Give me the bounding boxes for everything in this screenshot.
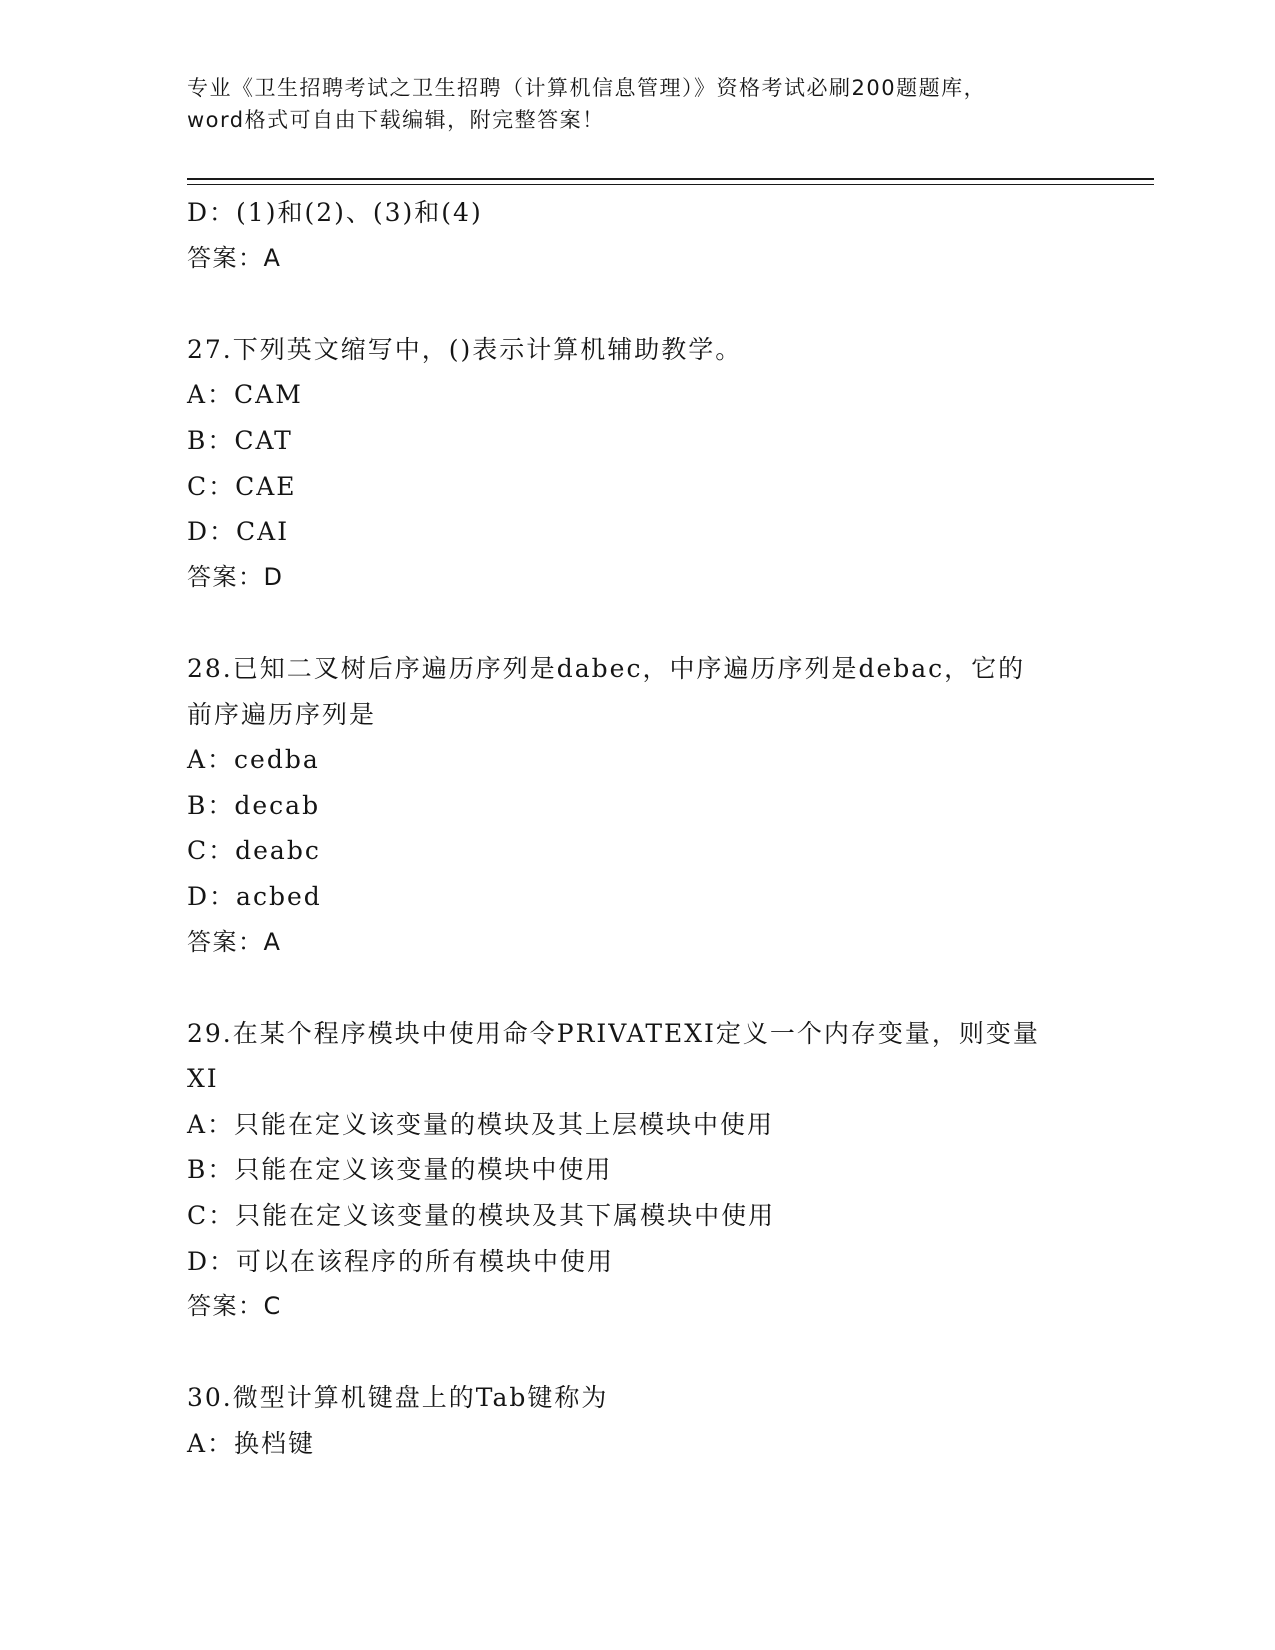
option-b: B：decab (187, 790, 321, 820)
option-d: D：可以在该程序的所有模块中使用 (187, 1246, 615, 1276)
option-a: A：只能在定义该变量的模块及其上层模块中使用 (187, 1109, 775, 1139)
header-title-line-1: 专业《卫生招聘考试之卫生招聘（计算机信息管理）》资格考试必刷200题题库， (187, 76, 987, 100)
question-27 (187, 327, 1087, 601)
question-text: 29.在某个程序模块中使用命令PRIVATEXI定义一个内存变量，则变量 (187, 1018, 1040, 1048)
option-a: A：CAM (187, 380, 303, 410)
option-a: A：换档键 (187, 1429, 316, 1459)
question-text: 30.微型计算机键盘上的Tab键称为 (187, 1383, 609, 1413)
spacer (187, 600, 1087, 646)
option-a: A：cedba (187, 745, 320, 775)
option-d: D：acbed (187, 881, 322, 911)
question-text: 27.下列英文缩写中，()表示计算机辅助教学。 (187, 334, 743, 364)
question-text-continued: 前序遍历序列是 (187, 699, 377, 729)
spacer (187, 281, 1087, 327)
option-b: B：只能在定义该变量的模块中使用 (187, 1155, 613, 1185)
header-title-line-2: word格式可自由下载编辑，附完整答案！ (187, 108, 605, 132)
header-divider-thick (187, 178, 1154, 180)
option-d: D：(1)和(2)、(3)和(4) (187, 198, 483, 227)
header-divider-thin (187, 184, 1154, 185)
page-header (187, 72, 1087, 136)
question-text: 28.已知二叉树后序遍历序列是dabec，中序遍历序列是debac，它的 (187, 653, 1026, 683)
option-c: C：deabc (187, 836, 321, 866)
question-list (187, 190, 1087, 1467)
question-28 (187, 646, 1087, 965)
question-26-tail (187, 190, 1087, 281)
answer-line: 答案：C (187, 1292, 282, 1321)
answer-line: 答案：A (187, 927, 282, 956)
spacer (187, 1330, 1087, 1376)
option-d: D：CAI (187, 517, 290, 547)
option-b: B：CAT (187, 425, 293, 455)
question-30 (187, 1375, 1087, 1466)
answer-line: 答案：D (187, 562, 284, 591)
question-text-continued: XI (187, 1064, 219, 1094)
question-29 (187, 1011, 1087, 1330)
option-c: C：CAE (187, 471, 297, 501)
option-c: C：只能在定义该变量的模块及其下属模块中使用 (187, 1201, 776, 1231)
spacer (187, 965, 1087, 1011)
answer-line: 答案：A (187, 243, 282, 272)
